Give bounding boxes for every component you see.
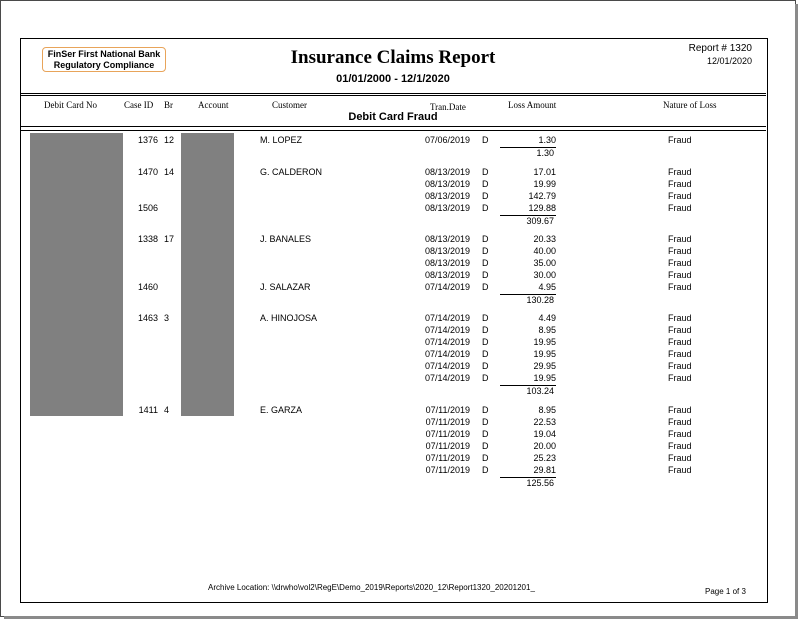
loss-amount-cell: 19.95 [533,349,556,359]
nature-cell: Fraud [668,135,692,145]
loss-amount-cell: 129.88 [528,203,556,213]
tran-date-cell: 07/11/2019 [425,453,470,463]
case-id-cell: 1338 [137,234,158,244]
col-br: Br [164,100,173,110]
loss-amount-cell: 19.95 [533,337,556,347]
customer-cell: G. CALDERON [260,167,323,177]
debit-credit-cell: D [482,349,489,359]
group-total: 103.24 [526,386,554,396]
loss-amount-cell: 19.95 [533,373,556,383]
nature-cell: Fraud [668,405,692,415]
tran-date-cell: 07/14/2019 [424,325,470,335]
loss-amount-cell: 20.00 [533,441,556,451]
tran-date-cell: 07/11/2019 [425,429,470,439]
case-id-cell: 1463 [137,313,158,323]
nature-cell: Fraud [668,337,692,347]
tran-date-cell: 07/11/2019 [425,465,470,475]
case-id-cell: 1506 [137,203,158,213]
loss-amount-cell: 29.95 [533,361,556,371]
loss-amount-cell: 19.04 [533,429,556,439]
header-divider [20,93,766,94]
debit-credit-cell: D [482,361,489,371]
debit-credit-cell: D [482,246,489,256]
tran-date-cell: 07/11/2019 [425,405,470,415]
debit-credit-cell: D [482,465,489,475]
tran-date-cell: 08/13/2019 [424,234,470,244]
nature-cell: Fraud [668,270,692,280]
group-total: 130.28 [526,295,554,305]
tran-date-cell: 08/13/2019 [424,191,470,201]
nature-cell: Fraud [668,234,692,244]
debit-credit-cell: D [482,405,489,415]
tran-date-cell: 08/13/2019 [424,203,470,213]
report-number: Report # 1320 [688,43,752,54]
debit-credit-cell: D [482,282,489,292]
debit-credit-cell: D [482,373,489,383]
branch-cell: 12 [164,135,175,145]
columns-divider-2 [20,130,766,131]
loss-amount-cell: 40.00 [533,246,556,256]
col-customer: Customer [272,100,307,110]
tran-date-cell: 07/14/2019 [424,313,470,323]
case-id-cell: 1460 [137,282,158,292]
loss-amount-cell: 30.00 [533,270,556,280]
columns-divider [20,126,766,127]
nature-cell: Fraud [668,179,692,189]
debit-credit-cell: D [482,325,489,335]
nature-cell: Fraud [668,246,692,256]
debit-credit-cell: D [482,258,489,268]
loss-amount-cell: 1.30 [538,135,556,145]
loss-amount-cell: 8.95 [538,325,556,335]
nature-cell: Fraud [668,258,692,268]
nature-cell: Fraud [668,325,692,335]
loss-amount-cell: 4.95 [538,282,556,292]
redacted-card-numbers [30,133,123,416]
debit-credit-cell: D [482,234,489,244]
nature-cell: Fraud [668,465,692,475]
col-debit-card-no: Debit Card No [44,100,97,110]
tran-date-cell: 07/14/2019 [424,282,470,292]
debit-credit-cell: D [482,441,489,451]
case-id-cell: 1411 [138,405,158,415]
debit-credit-cell: D [482,179,489,189]
nature-cell: Fraud [668,441,692,451]
redacted-account-numbers [181,133,234,416]
customer-cell: J. SALAZAR [260,282,311,292]
debit-credit-cell: D [482,337,489,347]
debit-credit-cell: D [482,313,489,323]
loss-amount-cell: 142.79 [528,191,556,201]
col-loss-amount: Loss Amount [508,100,557,110]
header-divider-2 [20,95,766,96]
col-account: Account [198,100,229,110]
loss-amount-cell: 35.00 [533,258,556,268]
tran-date-cell: 07/14/2019 [424,361,470,371]
tran-date-cell: 07/14/2019 [424,337,470,347]
debit-credit-cell: D [482,167,489,177]
branch-cell: 3 [164,313,170,323]
debit-credit-cell: D [482,270,489,280]
bank-name: FinSer First National Bank [47,49,161,59]
case-id-cell: 1376 [137,135,158,145]
tran-date-cell: 07/14/2019 [424,373,470,383]
nature-cell: Fraud [668,361,692,371]
debit-credit-cell: D [482,429,489,439]
loss-amount-cell: 29.81 [533,465,556,475]
nature-cell: Fraud [668,203,692,213]
section-title: Debit Card Fraud [348,111,438,123]
tran-date-cell: 07/06/2019 [424,135,470,145]
col-nature-of-loss: Nature of Loss [663,100,717,110]
nature-cell: Fraud [668,282,692,292]
loss-amount-cell: 25.23 [533,453,556,463]
debit-credit-cell: D [482,417,489,427]
group-total: 309.67 [526,216,554,226]
page-indicator: Page 1 of 3 [705,587,746,596]
nature-cell: Fraud [668,349,692,359]
loss-amount-cell: 22.53 [533,417,556,427]
report-date-range: 01/01/2000 - 12/1/2020 [336,73,450,85]
bank-logo [42,47,166,72]
tran-date-cell: 08/13/2019 [424,167,470,177]
nature-cell: Fraud [668,429,692,439]
debit-credit-cell: D [482,453,489,463]
tran-date-cell: 07/14/2019 [424,349,470,359]
group-total: 125.56 [526,478,554,488]
tran-date-cell: 08/13/2019 [424,246,470,256]
nature-cell: Fraud [668,313,692,323]
loss-amount-cell: 17.01 [533,167,556,177]
loss-amount-cell: 19.99 [533,179,556,189]
debit-credit-cell: D [482,191,489,201]
tran-date-cell: 07/11/2019 [425,417,470,427]
report-date: 12/01/2020 [706,56,752,66]
customer-cell: E. GARZA [260,405,303,415]
customer-cell: A. HINOJOSA [260,313,318,323]
tran-date-cell: 08/13/2019 [424,179,470,189]
report-title: Insurance Claims Report [290,47,496,68]
col-case-id: Case ID [124,100,154,110]
group-total: 1.30 [536,148,554,158]
nature-cell: Fraud [668,373,692,383]
nature-cell: Fraud [668,167,692,177]
branch-cell: 17 [164,234,175,244]
nature-cell: Fraud [668,453,692,463]
nature-cell: Fraud [668,417,692,427]
loss-amount-cell: 4.49 [538,313,556,323]
bank-department: Regulatory Compliance [53,60,155,70]
case-id-cell: 1470 [137,167,158,177]
archive-location: Archive Location: \\drwho\vol2\RegE\Demo_2019\Reports\2020_12\Report1320_20201201_ [208,583,535,592]
debit-credit-cell: D [482,203,489,213]
tran-date-cell: 07/11/2019 [425,441,470,451]
loss-amount-cell: 20.33 [533,234,556,244]
loss-amount-cell: 8.95 [538,405,556,415]
tran-date-cell: 08/13/2019 [424,270,470,280]
nature-cell: Fraud [668,191,692,201]
col-tran-date: Tran.Date [430,102,466,112]
branch-cell: 4 [164,405,170,415]
tran-date-cell: 08/13/2019 [424,258,470,268]
customer-cell: J. BANALES [260,234,312,244]
branch-cell: 14 [164,167,175,177]
debit-credit-cell: D [482,135,489,145]
customer-cell: M. LOPEZ [260,135,303,145]
